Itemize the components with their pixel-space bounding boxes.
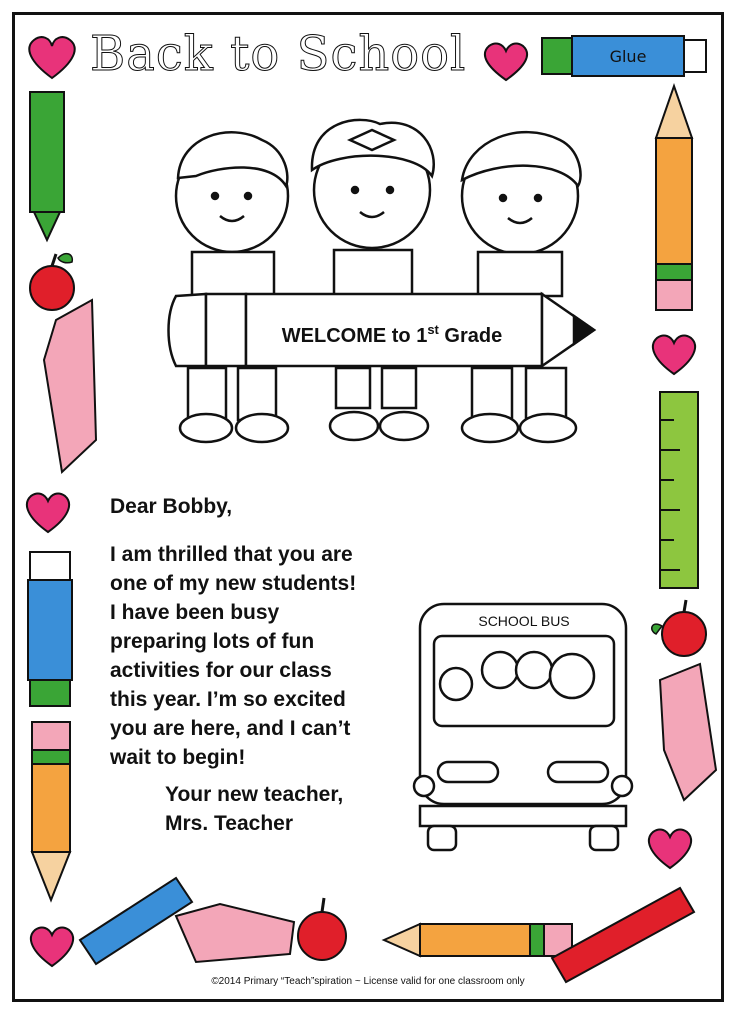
eraser-icon (44, 300, 96, 472)
apple-icon (30, 254, 74, 310)
ruler-icon (660, 392, 698, 588)
kids-illustration (176, 120, 581, 442)
glue-label: Glue (609, 47, 647, 66)
heart-icon (29, 37, 74, 78)
letter-greeting: Dear Bobby, (110, 495, 233, 518)
heart-icon (27, 494, 69, 532)
apple-icon (652, 600, 706, 656)
crayon-icon (80, 878, 192, 964)
bus-label: SCHOOL BUS (478, 613, 570, 629)
school-bus-illustration (414, 604, 632, 850)
copyright-footer: ©2014 Primary “Teach”spiration ~ License valid for one classroom only (211, 976, 525, 987)
heart-icon (653, 336, 695, 374)
heart-icon (649, 830, 691, 868)
pencil-icon (656, 86, 692, 310)
pencil-icon (32, 722, 70, 900)
welcome-text: WELCOME to 1st Grade (281, 322, 503, 347)
page-title: Back to School (90, 26, 467, 82)
apple-icon (298, 898, 346, 960)
crayon-icon (552, 888, 694, 982)
letter-signature: Your new teacher, Mrs. Teacher (165, 783, 344, 835)
heart-icon (485, 44, 527, 80)
crayon-icon (30, 92, 64, 240)
eraser-icon (660, 664, 716, 800)
glue-stick-icon (542, 36, 706, 76)
heart-icon (31, 928, 73, 966)
pencil-icon (384, 924, 572, 956)
eraser-icon (176, 904, 294, 962)
letter-body: I am thrilled that you are one of my new students! I have been busy preparing lots of fun activities for our class this year. I’m so excited you are here, and I can’t wait to begin! (110, 543, 357, 769)
glue-stick-icon (28, 552, 72, 706)
